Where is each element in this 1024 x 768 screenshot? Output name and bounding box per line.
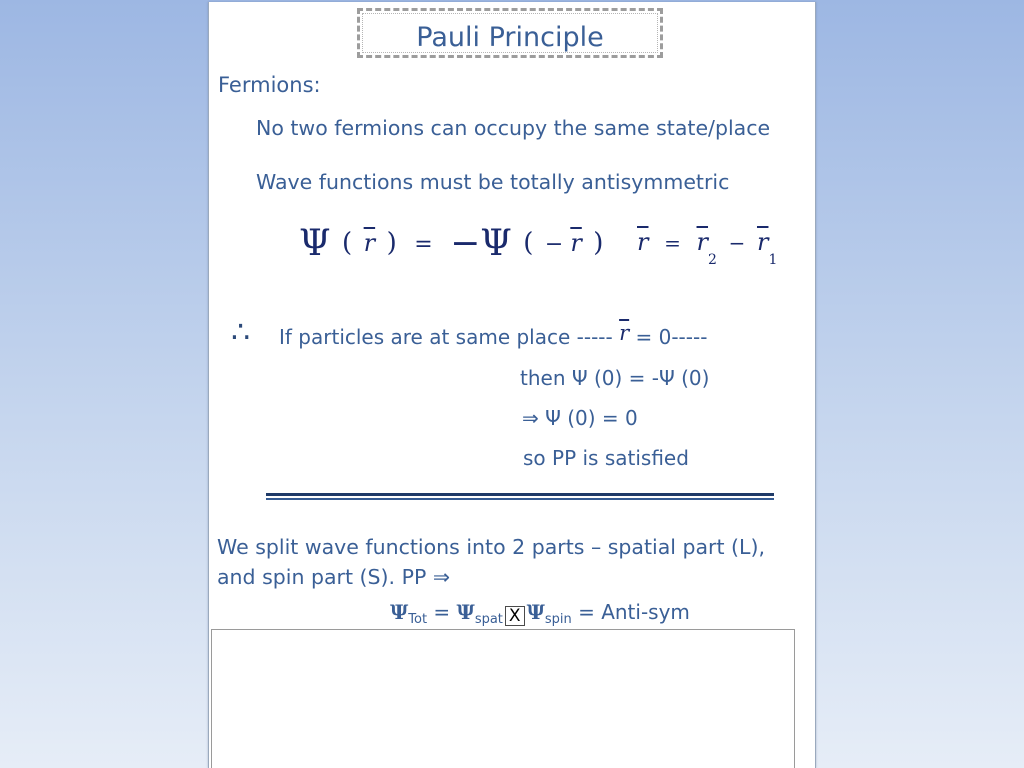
then-line: then Ψ (0) = -Ψ (0) [520, 366, 710, 390]
minus-sign: − [544, 232, 571, 257]
slide-page [208, 2, 816, 768]
sub-spat: spat [474, 612, 503, 627]
split-wave-functions-line-2: and spin part (S). PP ⇒ [217, 565, 450, 589]
if-particles-line [279, 323, 707, 347]
close-paren-2: ) [593, 228, 604, 258]
title-box [357, 8, 663, 58]
point-antisymmetric: Wave functions must be totally antisymmetric [256, 170, 730, 194]
psi-symbol: Ψ [299, 223, 331, 264]
therefore-icon: ∴ [231, 315, 251, 350]
subscript-1: 1 [768, 252, 778, 268]
slide-title: Pauli Principle [416, 22, 604, 53]
close-paren: ) [386, 228, 397, 258]
point-no-two-fermions: No two fermions can occupy the same state/place [256, 116, 771, 140]
equals-zero-text: = 0----- [635, 325, 708, 349]
r2-vector: $\overline{r}$ [696, 228, 709, 256]
open-paren-2: ( [523, 228, 534, 258]
anti-sym-text: = Anti-sym [571, 600, 690, 624]
r-vector-inline: $\overline{r}$ [619, 321, 630, 345]
equals-sign-3: = [427, 600, 457, 624]
if-particles-text: If particles are at same place ----- [279, 325, 613, 349]
psi-spin-symbol: Ψ [526, 600, 545, 624]
subscript-2: 2 [708, 252, 717, 268]
r1-vector: $\overline{r}$ [756, 228, 769, 256]
total-wavefunction-equation [390, 602, 690, 626]
r-vector: $\overline{r}$ [363, 229, 376, 257]
equals-sign: = [414, 232, 433, 257]
divider-rule-top [266, 493, 774, 496]
minus-sign-2: − [728, 231, 746, 255]
psi-tot-symbol: Ψ [390, 600, 409, 624]
relative-position-equation [637, 230, 777, 267]
sub-tot: Tot [408, 612, 428, 627]
blank-notes-panel [211, 629, 795, 768]
divider-rule-bottom [266, 498, 774, 500]
antisymmetry-equation [299, 223, 604, 264]
split-wave-functions-line-1: We split wave functions into 2 parts – spatial part (L), [217, 535, 765, 559]
r-vector-rel: $\overline{r}$ [637, 228, 649, 256]
implies-line: ⇒ Ψ (0) = 0 [522, 406, 638, 430]
equals-sign-2: = [664, 231, 681, 255]
psi-spat-symbol: Ψ [456, 600, 475, 624]
times-x-box: X [505, 606, 525, 626]
fermions-heading: Fermions: [218, 73, 321, 97]
sub-spin: spin [544, 612, 572, 627]
r-vector-2: $\overline{r}$ [570, 229, 582, 257]
minus-psi: −Ψ [450, 223, 512, 264]
open-paren: ( [342, 228, 353, 258]
so-pp-satisfied-line: so PP is satisfied [523, 446, 689, 470]
